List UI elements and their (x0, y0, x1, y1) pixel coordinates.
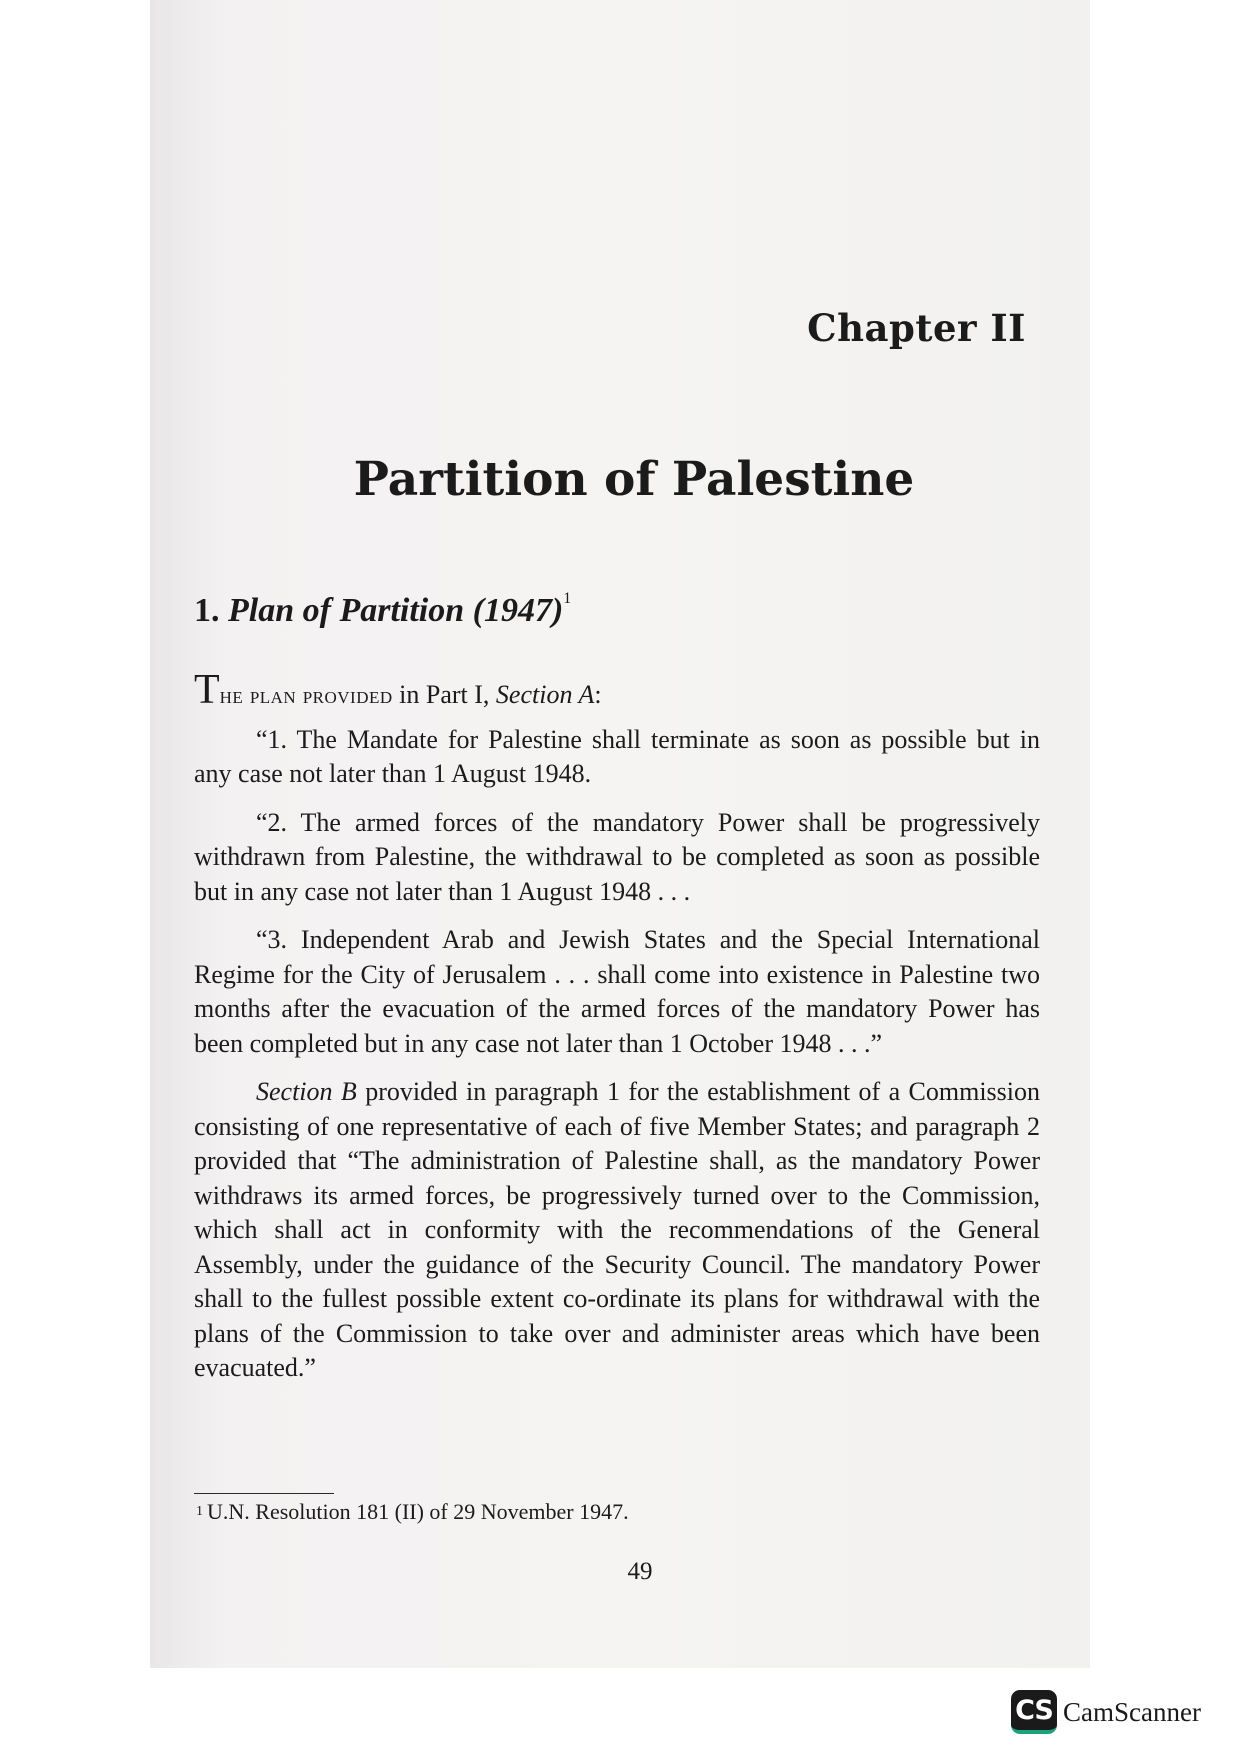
footnote-marker: 1 (196, 1504, 203, 1519)
intro-text: in Part I, (392, 680, 496, 709)
section-a-ref: Section A (495, 680, 595, 709)
drop-cap: T (194, 667, 220, 713)
quote-paragraph-2: “2. The armed forces of the mandatory Power shall be progressively withdrawn from Palestine, the withdrawal to be completed as soon as possible but in any case not later than 1 August 1948 . . . (194, 807, 1040, 906)
camscanner-logo-icon: CS (1011, 1690, 1057, 1734)
section-heading-text: Plan of Partition (1947) (228, 592, 564, 629)
quote-paragraph-3: “3. Independent Arab and Jewish States and the Special International Regime for the City of Jerusalem . . . shall come into existence in Palestine two months after the evacuation of the armed forces of the mandatory Power has been completed but in any case not later than 1 October 1948 . . .” (194, 925, 1040, 1058)
section-b-paragraph (194, 1075, 1040, 1386)
book-page (150, 0, 1090, 1668)
footnote (196, 1499, 629, 1525)
intro-line (194, 667, 1040, 714)
section-number: 1. (194, 592, 220, 629)
quote-paragraph-1: “1. The Mandate for Palestine shall terminate as soon as possible but in any case not later than 1 August 1948. (194, 724, 1040, 788)
page-title: Partition of Palestine (353, 452, 915, 507)
camscanner-watermark (1011, 1690, 1201, 1734)
camscanner-brand-text: CamScanner (1063, 1696, 1201, 1727)
footnote-reference: 1 (563, 590, 572, 607)
page-number: 49 (627, 1558, 653, 1585)
intro-end: : (594, 680, 602, 709)
footnote-divider (194, 1493, 334, 1494)
footnote-text: U.N. Resolution 181 (II) of 29 November 1947. (207, 1499, 629, 1524)
body-text (194, 667, 1040, 1400)
chapter-label: Chapter II (807, 306, 1026, 350)
intro-smallcaps: he plan provided (219, 683, 393, 709)
section-heading (194, 590, 571, 630)
section-b-text: provided in paragraph 1 for the establishment of a Commission consisting of one representative of each of five Member States; and paragraph 2 provided that “The administration of Palestine shall, as the mandatory Power withdraws its armed forces, be progressively turned over to the Commission, which shall act in conformity with the recommendations of the General Assembly, under the guidance of the Security Council. The mandatory Power shall to the fullest possible extent co-ordinate its plans for withdrawal with the plans of the Commission to take over and administer areas which have been evacuated.” (194, 1077, 1040, 1382)
section-b-label: Section B (256, 1077, 357, 1106)
